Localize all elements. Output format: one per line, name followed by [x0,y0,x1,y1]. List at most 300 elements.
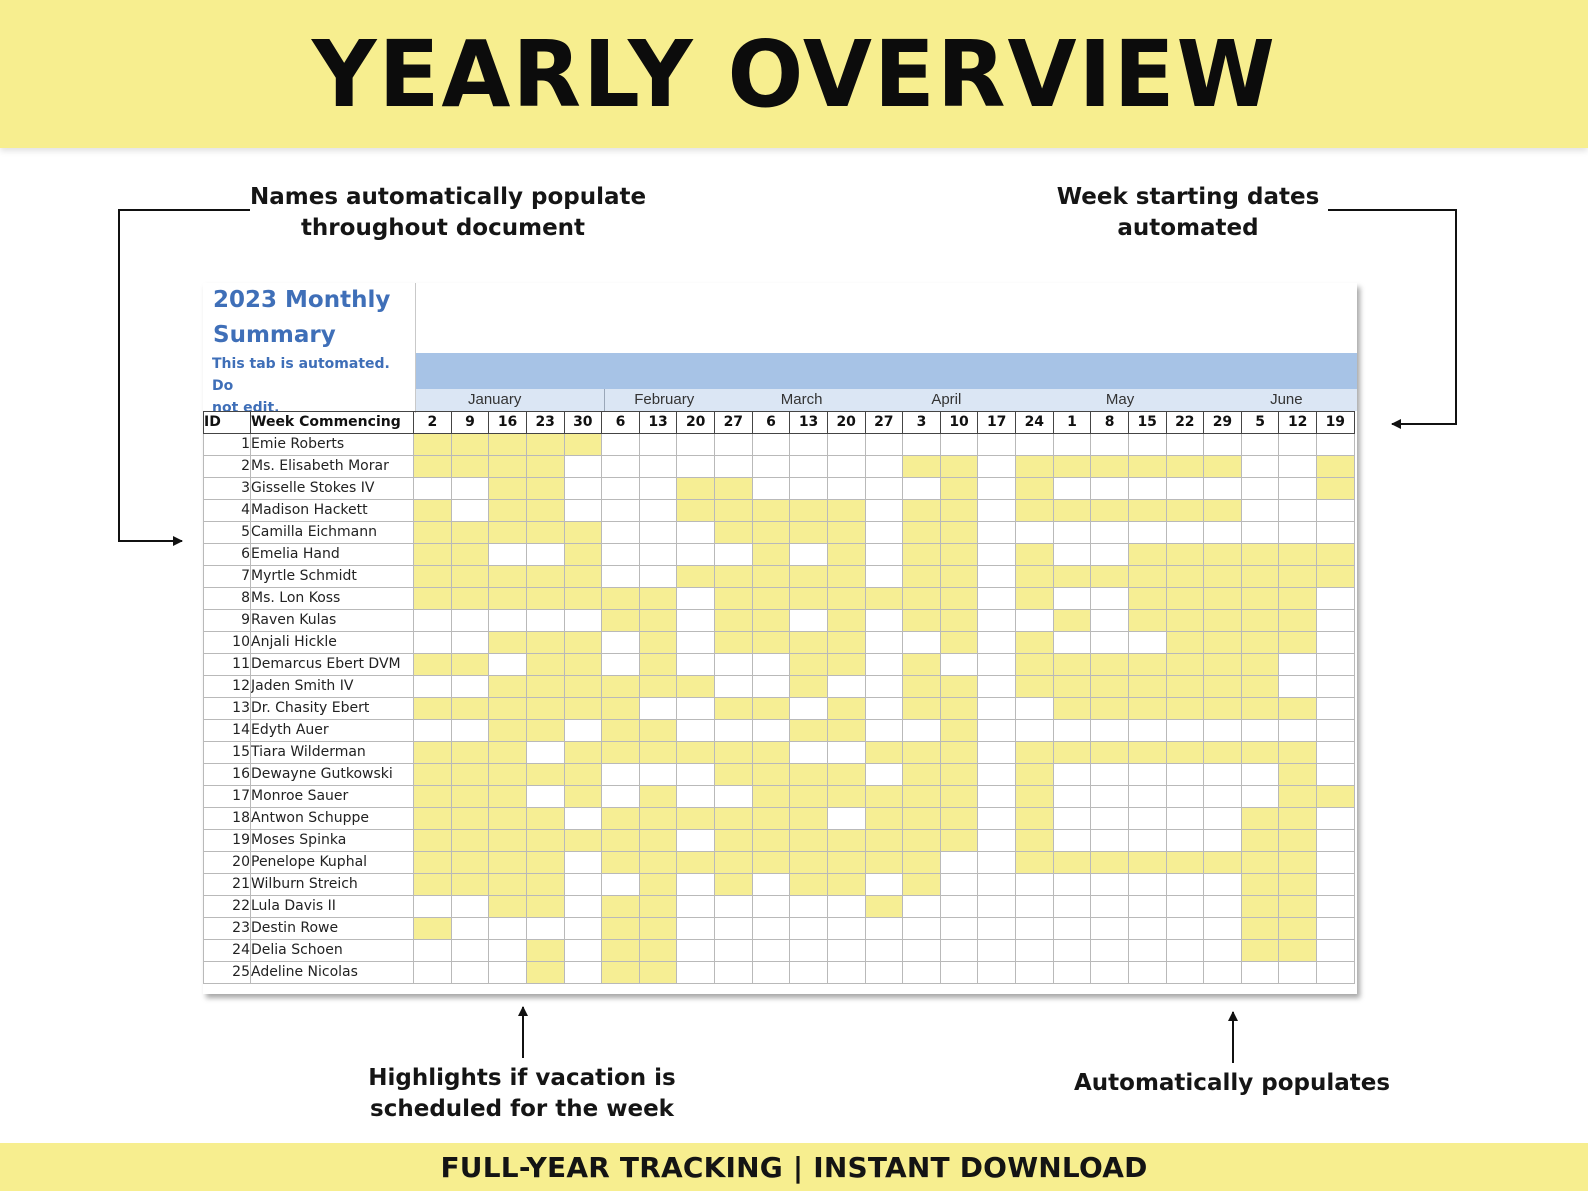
vacation-week-cell[interactable] [1279,698,1317,720]
week-cell[interactable] [1128,962,1166,984]
week-cell[interactable] [602,874,640,896]
week-cell[interactable] [940,940,978,962]
week-cell[interactable] [564,610,602,632]
vacation-week-cell[interactable] [677,478,715,500]
week-cell[interactable] [865,918,903,940]
week-cell[interactable] [677,896,715,918]
vacation-week-cell[interactable] [1016,742,1054,764]
vacation-week-cell[interactable] [526,434,564,456]
week-cell[interactable] [1241,478,1279,500]
week-cell[interactable] [1053,720,1091,742]
week-cell[interactable] [865,500,903,522]
week-cell[interactable] [715,544,753,566]
week-cell[interactable] [940,434,978,456]
vacation-week-cell[interactable] [526,500,564,522]
vacation-week-cell[interactable] [903,852,941,874]
vacation-week-cell[interactable] [715,874,753,896]
vacation-week-cell[interactable] [903,456,941,478]
week-cell[interactable] [1317,654,1355,676]
week-cell[interactable] [1016,698,1054,720]
vacation-week-cell[interactable] [715,742,753,764]
vacation-week-cell[interactable] [903,654,941,676]
vacation-week-cell[interactable] [1279,610,1317,632]
week-cell[interactable] [1317,852,1355,874]
vacation-week-cell[interactable] [827,720,865,742]
week-cell[interactable] [865,698,903,720]
vacation-week-cell[interactable] [715,632,753,654]
vacation-week-cell[interactable] [564,522,602,544]
vacation-week-cell[interactable] [564,830,602,852]
week-cell[interactable] [1279,478,1317,500]
vacation-week-cell[interactable] [1166,610,1204,632]
vacation-week-cell[interactable] [1053,742,1091,764]
week-cell[interactable] [1166,940,1204,962]
vacation-week-cell[interactable] [526,874,564,896]
week-cell[interactable] [1166,522,1204,544]
week-cell[interactable] [1317,610,1355,632]
week-cell[interactable] [1091,918,1129,940]
vacation-week-cell[interactable] [1204,566,1242,588]
vacation-week-cell[interactable] [526,940,564,962]
vacation-week-cell[interactable] [827,588,865,610]
week-cell[interactable] [677,940,715,962]
week-cell[interactable] [827,918,865,940]
week-cell[interactable] [978,698,1016,720]
week-cell[interactable] [1053,940,1091,962]
week-cell[interactable] [827,676,865,698]
vacation-week-cell[interactable] [489,830,527,852]
vacation-week-cell[interactable] [903,500,941,522]
vacation-week-cell[interactable] [752,764,790,786]
vacation-week-cell[interactable] [414,588,452,610]
week-cell[interactable] [1091,830,1129,852]
week-cell[interactable] [414,676,452,698]
vacation-week-cell[interactable] [1128,456,1166,478]
week-cell[interactable] [1128,478,1166,500]
week-cell[interactable] [1053,786,1091,808]
vacation-week-cell[interactable] [414,698,452,720]
week-cell[interactable] [1317,588,1355,610]
week-cell[interactable] [715,456,753,478]
vacation-week-cell[interactable] [414,456,452,478]
week-cell[interactable] [677,698,715,720]
vacation-week-cell[interactable] [1128,610,1166,632]
week-cell[interactable] [414,896,452,918]
week-cell[interactable] [1053,830,1091,852]
vacation-week-cell[interactable] [526,698,564,720]
week-cell[interactable] [489,544,527,566]
vacation-week-cell[interactable] [639,962,677,984]
vacation-week-cell[interactable] [414,742,452,764]
vacation-week-cell[interactable] [639,632,677,654]
week-cell[interactable] [1317,940,1355,962]
vacation-week-cell[interactable] [1128,566,1166,588]
vacation-week-cell[interactable] [564,632,602,654]
vacation-week-cell[interactable] [903,742,941,764]
vacation-week-cell[interactable] [1317,544,1355,566]
week-cell[interactable] [1204,522,1242,544]
week-cell[interactable] [1241,720,1279,742]
vacation-week-cell[interactable] [639,918,677,940]
vacation-week-cell[interactable] [1053,654,1091,676]
week-cell[interactable] [451,720,489,742]
week-cell[interactable] [865,522,903,544]
week-cell[interactable] [677,720,715,742]
week-cell[interactable] [1091,522,1129,544]
week-cell[interactable] [1241,500,1279,522]
week-cell[interactable] [752,940,790,962]
vacation-week-cell[interactable] [1241,632,1279,654]
week-cell[interactable] [827,808,865,830]
vacation-week-cell[interactable] [414,830,452,852]
vacation-week-cell[interactable] [489,764,527,786]
week-cell[interactable] [451,676,489,698]
week-cell[interactable] [790,610,828,632]
vacation-week-cell[interactable] [639,742,677,764]
week-cell[interactable] [451,632,489,654]
vacation-week-cell[interactable] [940,830,978,852]
week-cell[interactable] [903,962,941,984]
vacation-week-cell[interactable] [752,566,790,588]
week-cell[interactable] [1053,478,1091,500]
week-cell[interactable] [865,566,903,588]
week-cell[interactable] [1317,500,1355,522]
week-cell[interactable] [978,456,1016,478]
vacation-week-cell[interactable] [1016,786,1054,808]
vacation-week-cell[interactable] [564,764,602,786]
week-cell[interactable] [790,742,828,764]
week-cell[interactable] [602,764,640,786]
vacation-week-cell[interactable] [1241,940,1279,962]
week-cell[interactable] [940,852,978,874]
vacation-week-cell[interactable] [940,808,978,830]
week-cell[interactable] [1091,434,1129,456]
week-cell[interactable] [978,654,1016,676]
week-cell[interactable] [677,610,715,632]
week-cell[interactable] [1166,720,1204,742]
vacation-week-cell[interactable] [677,742,715,764]
week-cell[interactable] [489,962,527,984]
vacation-week-cell[interactable] [940,720,978,742]
week-cell[interactable] [715,962,753,984]
week-cell[interactable] [602,456,640,478]
vacation-week-cell[interactable] [526,720,564,742]
vacation-week-cell[interactable] [1016,852,1054,874]
week-cell[interactable] [827,742,865,764]
vacation-week-cell[interactable] [414,522,452,544]
vacation-week-cell[interactable] [715,852,753,874]
week-cell[interactable] [1091,478,1129,500]
week-cell[interactable] [564,918,602,940]
vacation-week-cell[interactable] [1166,698,1204,720]
vacation-week-cell[interactable] [865,896,903,918]
vacation-week-cell[interactable] [1166,654,1204,676]
week-cell[interactable] [715,940,753,962]
week-cell[interactable] [752,456,790,478]
vacation-week-cell[interactable] [827,544,865,566]
week-cell[interactable] [1091,764,1129,786]
vacation-week-cell[interactable] [489,808,527,830]
week-cell[interactable] [978,610,1016,632]
vacation-week-cell[interactable] [1091,456,1129,478]
week-cell[interactable] [1128,434,1166,456]
week-cell[interactable] [865,654,903,676]
vacation-week-cell[interactable] [414,874,452,896]
vacation-week-cell[interactable] [1166,676,1204,698]
vacation-week-cell[interactable] [564,698,602,720]
week-cell[interactable] [639,434,677,456]
vacation-week-cell[interactable] [1053,852,1091,874]
week-cell[interactable] [451,500,489,522]
week-cell[interactable] [414,940,452,962]
vacation-week-cell[interactable] [752,544,790,566]
vacation-week-cell[interactable] [602,940,640,962]
vacation-week-cell[interactable] [940,632,978,654]
week-cell[interactable] [752,720,790,742]
week-cell[interactable] [752,874,790,896]
week-cell[interactable] [865,632,903,654]
week-cell[interactable] [1317,764,1355,786]
vacation-week-cell[interactable] [1241,830,1279,852]
week-cell[interactable] [827,962,865,984]
week-cell[interactable] [414,632,452,654]
vacation-week-cell[interactable] [526,962,564,984]
week-cell[interactable] [1204,786,1242,808]
vacation-week-cell[interactable] [1317,456,1355,478]
week-cell[interactable] [1279,434,1317,456]
vacation-week-cell[interactable] [451,786,489,808]
week-cell[interactable] [1053,962,1091,984]
week-cell[interactable] [1241,434,1279,456]
vacation-week-cell[interactable] [526,830,564,852]
vacation-week-cell[interactable] [489,896,527,918]
week-cell[interactable] [602,544,640,566]
vacation-week-cell[interactable] [602,896,640,918]
vacation-week-cell[interactable] [1053,610,1091,632]
vacation-week-cell[interactable] [715,830,753,852]
week-cell[interactable] [1016,610,1054,632]
vacation-week-cell[interactable] [865,742,903,764]
week-cell[interactable] [1166,764,1204,786]
vacation-week-cell[interactable] [903,764,941,786]
vacation-week-cell[interactable] [715,566,753,588]
week-cell[interactable] [1317,874,1355,896]
week-cell[interactable] [940,874,978,896]
week-cell[interactable] [1053,918,1091,940]
vacation-week-cell[interactable] [1279,896,1317,918]
vacation-week-cell[interactable] [1166,566,1204,588]
vacation-week-cell[interactable] [1279,632,1317,654]
week-cell[interactable] [752,896,790,918]
week-cell[interactable] [451,918,489,940]
week-cell[interactable] [1128,522,1166,544]
week-cell[interactable] [1016,940,1054,962]
vacation-week-cell[interactable] [827,566,865,588]
vacation-week-cell[interactable] [752,852,790,874]
week-cell[interactable] [903,632,941,654]
vacation-week-cell[interactable] [489,720,527,742]
vacation-week-cell[interactable] [1241,610,1279,632]
vacation-week-cell[interactable] [639,830,677,852]
vacation-week-cell[interactable] [940,566,978,588]
vacation-week-cell[interactable] [752,500,790,522]
week-cell[interactable] [602,786,640,808]
week-cell[interactable] [790,940,828,962]
week-cell[interactable] [940,654,978,676]
vacation-week-cell[interactable] [715,500,753,522]
vacation-week-cell[interactable] [639,808,677,830]
vacation-week-cell[interactable] [1241,676,1279,698]
vacation-week-cell[interactable] [1279,918,1317,940]
week-cell[interactable] [978,852,1016,874]
vacation-week-cell[interactable] [414,852,452,874]
week-cell[interactable] [1166,830,1204,852]
week-cell[interactable] [1204,918,1242,940]
vacation-week-cell[interactable] [903,830,941,852]
week-cell[interactable] [526,610,564,632]
week-cell[interactable] [489,918,527,940]
vacation-week-cell[interactable] [451,654,489,676]
week-cell[interactable] [1166,896,1204,918]
week-cell[interactable] [1128,786,1166,808]
vacation-week-cell[interactable] [451,830,489,852]
vacation-week-cell[interactable] [526,588,564,610]
vacation-week-cell[interactable] [1128,500,1166,522]
vacation-week-cell[interactable] [489,852,527,874]
vacation-week-cell[interactable] [564,786,602,808]
vacation-week-cell[interactable] [639,852,677,874]
week-cell[interactable] [1091,962,1129,984]
vacation-week-cell[interactable] [1279,940,1317,962]
vacation-week-cell[interactable] [1016,588,1054,610]
week-cell[interactable] [639,566,677,588]
week-cell[interactable] [1091,940,1129,962]
week-cell[interactable] [1091,610,1129,632]
vacation-week-cell[interactable] [715,478,753,500]
vacation-week-cell[interactable] [715,764,753,786]
vacation-week-cell[interactable] [1204,698,1242,720]
vacation-week-cell[interactable] [1128,676,1166,698]
week-cell[interactable] [865,962,903,984]
vacation-week-cell[interactable] [827,852,865,874]
vacation-week-cell[interactable] [903,522,941,544]
vacation-week-cell[interactable] [790,786,828,808]
vacation-week-cell[interactable] [1166,544,1204,566]
vacation-week-cell[interactable] [903,566,941,588]
vacation-week-cell[interactable] [564,654,602,676]
week-cell[interactable] [715,654,753,676]
vacation-week-cell[interactable] [1016,544,1054,566]
vacation-week-cell[interactable] [639,786,677,808]
vacation-week-cell[interactable] [827,764,865,786]
week-cell[interactable] [1279,962,1317,984]
week-cell[interactable] [677,588,715,610]
vacation-week-cell[interactable] [752,742,790,764]
vacation-week-cell[interactable] [1091,852,1129,874]
vacation-week-cell[interactable] [489,676,527,698]
week-cell[interactable] [978,566,1016,588]
week-cell[interactable] [1317,698,1355,720]
vacation-week-cell[interactable] [1279,852,1317,874]
vacation-week-cell[interactable] [1091,566,1129,588]
week-cell[interactable] [1128,830,1166,852]
week-cell[interactable] [564,962,602,984]
week-cell[interactable] [978,764,1016,786]
vacation-week-cell[interactable] [1166,852,1204,874]
vacation-week-cell[interactable] [489,742,527,764]
vacation-week-cell[interactable] [827,522,865,544]
vacation-week-cell[interactable] [1053,676,1091,698]
week-cell[interactable] [865,676,903,698]
week-cell[interactable] [564,720,602,742]
week-cell[interactable] [978,676,1016,698]
vacation-week-cell[interactable] [827,500,865,522]
week-cell[interactable] [715,676,753,698]
vacation-week-cell[interactable] [1053,500,1091,522]
week-cell[interactable] [715,918,753,940]
vacation-week-cell[interactable] [526,522,564,544]
week-cell[interactable] [865,940,903,962]
week-cell[interactable] [1166,962,1204,984]
week-cell[interactable] [978,808,1016,830]
vacation-week-cell[interactable] [1279,566,1317,588]
week-cell[interactable] [790,544,828,566]
week-cell[interactable] [865,456,903,478]
week-cell[interactable] [677,874,715,896]
week-cell[interactable] [677,654,715,676]
vacation-week-cell[interactable] [1091,676,1129,698]
week-cell[interactable] [1279,500,1317,522]
vacation-week-cell[interactable] [790,632,828,654]
week-cell[interactable] [1279,654,1317,676]
vacation-week-cell[interactable] [451,852,489,874]
week-cell[interactable] [677,434,715,456]
week-cell[interactable] [1166,918,1204,940]
vacation-week-cell[interactable] [940,786,978,808]
week-cell[interactable] [564,896,602,918]
week-cell[interactable] [677,632,715,654]
week-cell[interactable] [715,786,753,808]
week-cell[interactable] [1204,808,1242,830]
week-cell[interactable] [1128,940,1166,962]
week-cell[interactable] [790,918,828,940]
week-cell[interactable] [790,962,828,984]
vacation-week-cell[interactable] [790,720,828,742]
vacation-week-cell[interactable] [526,808,564,830]
week-cell[interactable] [1053,434,1091,456]
week-cell[interactable] [1128,632,1166,654]
week-cell[interactable] [564,808,602,830]
vacation-week-cell[interactable] [790,522,828,544]
week-cell[interactable] [978,896,1016,918]
vacation-week-cell[interactable] [451,764,489,786]
week-cell[interactable] [1204,874,1242,896]
week-cell[interactable] [414,720,452,742]
vacation-week-cell[interactable] [489,478,527,500]
week-cell[interactable] [564,500,602,522]
vacation-week-cell[interactable] [827,610,865,632]
week-cell[interactable] [1317,632,1355,654]
week-cell[interactable] [1317,742,1355,764]
week-cell[interactable] [602,654,640,676]
vacation-week-cell[interactable] [715,522,753,544]
week-cell[interactable] [1166,808,1204,830]
week-cell[interactable] [1091,588,1129,610]
vacation-week-cell[interactable] [752,698,790,720]
week-cell[interactable] [1166,434,1204,456]
week-cell[interactable] [489,940,527,962]
week-cell[interactable] [1204,764,1242,786]
